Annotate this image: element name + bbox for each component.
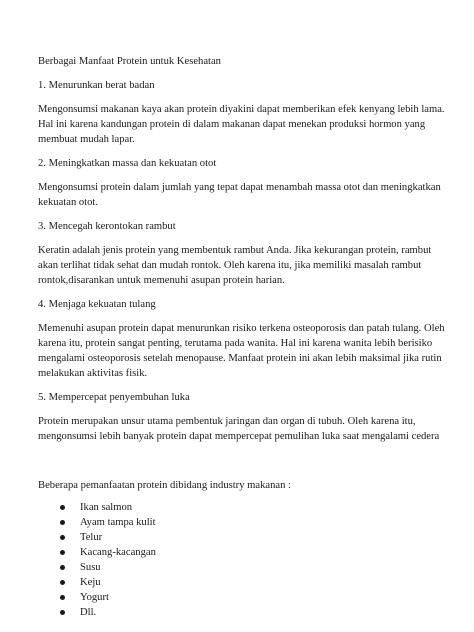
section-heading-1: 1. Menurunkan berat badan: [38, 80, 155, 91]
list-item: [60, 515, 446, 530]
bullet-icon: [60, 505, 65, 510]
list-item-label: Ayam tampa kulit: [80, 517, 156, 528]
list-intro: Beberapa pemanfaatan protein dibidang industry makanan :: [38, 480, 291, 491]
section-body-4: Memenuhi asupan protein dapat menurunkan risiko terkena osteoporosis dan patah tulang. Oleh karena itu, protein sangat penting, terutama pada wanita. Hal ini karena wanita lebih berisiko mengalami osteoporosis setelah menopause. Manfaat protein ini akan lebih maksimal jika rutin melakukan aktivitas fisik.: [38, 323, 445, 379]
section-heading-4: 4. Menjaga kekuatan tulang: [38, 299, 156, 310]
list-item-label: Dll.: [80, 607, 97, 618]
list-item: [60, 545, 446, 560]
bullet-icon: [60, 520, 65, 525]
bullet-icon: [60, 550, 65, 555]
section-body-2: Mengonsumsi protein dalam jumlah yang tepat dapat menambah massa otot dan meningkatkan kekuatan otot.: [38, 182, 441, 208]
section-heading-3: 3. Mencegah kerontokan rambut: [38, 221, 176, 232]
list-item: [60, 530, 446, 545]
section-heading-5: 5. Mempercepat penyembuhan luka: [38, 392, 190, 403]
bullet-icon: [60, 610, 65, 615]
bullet-icon: [60, 565, 65, 570]
list-item-label: Kacang-kacangan: [80, 547, 156, 558]
section-body-3: Keratin adalah jenis protein yang membentuk rambut Anda. Jika kekurangan protein, rambut akan terlihat tidak sehat dan mudah rontok. Oleh karena itu, jika memiliki masalah rambut rontok,disarankan untuk memenuhi asupan protein harian.: [38, 245, 432, 286]
list-item: [60, 575, 446, 590]
list-item: [60, 590, 446, 605]
list-item-label: Telur: [80, 532, 103, 543]
document-title: Berbagai Manfaat Protein untuk Kesehatan: [38, 56, 221, 67]
list-item-label: Keju: [80, 577, 101, 588]
list-item: [60, 500, 446, 515]
list-item: [60, 560, 446, 575]
list-item-label: Susu: [80, 562, 101, 573]
bullet-icon: [60, 535, 65, 540]
list-item: [60, 605, 446, 620]
list-item-label: Ikan salmon: [80, 502, 133, 513]
food-list: [38, 500, 446, 620]
section-body-1: Mengonsumsi makanan kaya akan protein diyakini dapat memberikan efek kenyang lebih lama. Hal ini karena kandungan protein di dalam makanan dapat menekan produksi hormon yang membuat mudah lapar.: [38, 104, 445, 145]
bullet-icon: [60, 595, 65, 600]
section-heading-2: 2. Meningkatkan massa dan kekuatan otot: [38, 158, 217, 169]
section-body-5: Protein merupakan unsur utama pembentuk jaringan dan organ di tubuh. Oleh karena itu, mengonsumsi lebih banyak protein dapat mempercepat pemulihan luka saat mengalami cedera: [38, 416, 440, 442]
document-page: [38, 54, 446, 620]
bullet-icon: [60, 580, 65, 585]
list-item-label: Yogurt: [80, 592, 109, 603]
